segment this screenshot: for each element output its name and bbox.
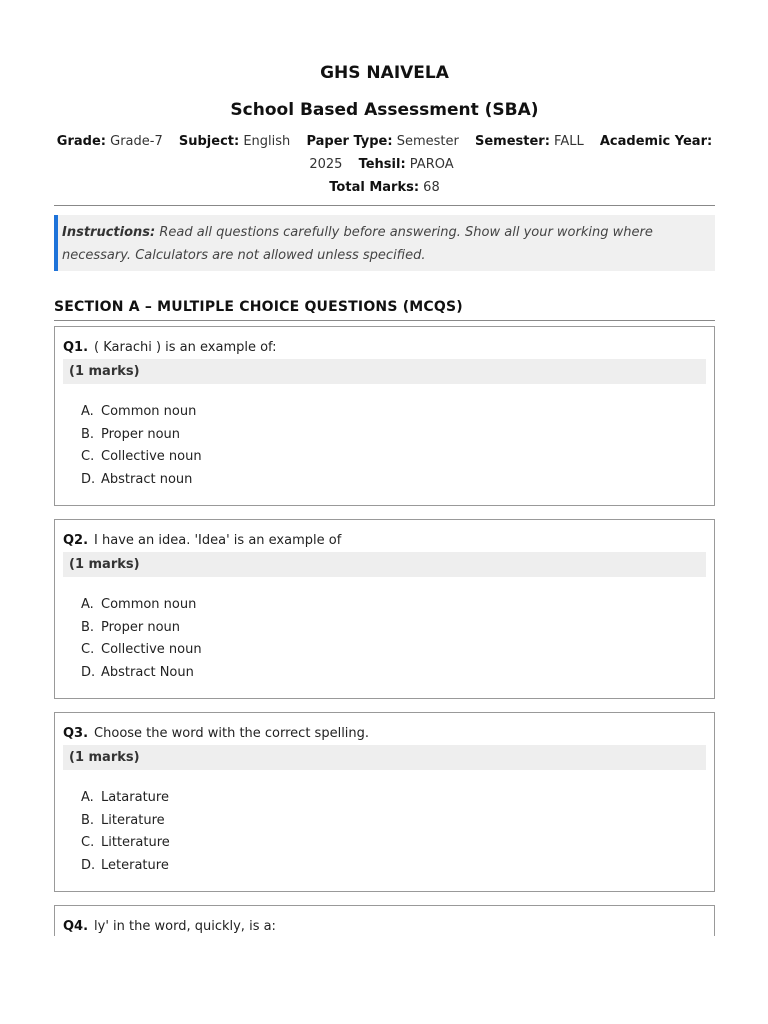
option-text: Common noun [101, 597, 197, 612]
option-item [81, 787, 706, 810]
assessment-page [54, 0, 715, 936]
option-item [81, 639, 706, 662]
question-number: Q4. [63, 919, 89, 934]
subject-value: English [243, 134, 291, 149]
option-letter: D. [81, 858, 96, 874]
semester-label: Semester: [474, 134, 550, 149]
meta-subject [179, 134, 290, 149]
option-letter: A. [81, 597, 94, 612]
option-item [81, 594, 706, 617]
total-marks-value: 68 [423, 180, 440, 195]
option-letter: D. [81, 665, 96, 681]
option-item [81, 855, 706, 878]
school-name: GHS NAIVELA [320, 63, 449, 83]
option-text: Abstract Noun [101, 665, 194, 681]
option-letter: A. [81, 790, 94, 805]
question-line [63, 725, 706, 743]
option-letter: A. [81, 404, 94, 419]
option-text: Abstract noun [101, 472, 193, 488]
option-item [81, 832, 706, 855]
subject-label: Subject: [178, 134, 240, 149]
paper-type-label: Paper Type: [306, 134, 393, 149]
option-text: Proper noun [101, 619, 181, 635]
option-text: Latarature [101, 790, 169, 805]
question-text: Choose the word with the correct spelling. [94, 726, 370, 741]
option-letter: B. [81, 426, 95, 442]
option-text: Litterature [101, 835, 170, 851]
tehsil-value: PAROA [409, 157, 454, 172]
question-line [63, 532, 706, 550]
academic-year-label: Academic Year: [599, 134, 713, 149]
question-card [54, 905, 715, 936]
question-number: Q3. [63, 726, 89, 741]
option-list [63, 401, 706, 492]
total-marks-label: Total Marks: [329, 180, 420, 195]
option-item [81, 446, 706, 469]
question-text: I have an idea. 'Idea' is an example of [94, 533, 342, 548]
instructions-label: Instructions: [62, 225, 156, 240]
question-number: Q2. [63, 533, 89, 548]
question-card [54, 519, 715, 699]
question-card [54, 712, 715, 892]
option-item [81, 810, 706, 833]
tehsil-label: Tehsil: [358, 157, 406, 172]
instructions-text: Read all questions carefully before answering. Show all your working where necessary. Calculators are not allowed unless specified. [62, 225, 653, 263]
option-letter: B. [81, 619, 95, 635]
option-letter: C. [81, 835, 95, 851]
grade-label: Grade: [56, 134, 106, 149]
option-letter: C. [81, 642, 95, 658]
exam-title: School Based Assessment (SBA) [230, 100, 539, 120]
question-text: ly' in the word, quickly, is a: [94, 919, 276, 934]
option-letter: C. [81, 449, 95, 465]
question-marks: (1 marks) [63, 359, 706, 384]
option-item [81, 469, 706, 492]
option-text: Collective noun [101, 449, 202, 465]
academic-year-value: 2025 [309, 157, 343, 172]
option-text: Common noun [101, 404, 197, 419]
option-text: Proper noun [101, 426, 181, 442]
meta-line [54, 130, 715, 176]
question-marks: (1 marks) [63, 552, 706, 577]
meta-semester [475, 134, 584, 149]
question-line [63, 918, 706, 936]
option-list [63, 787, 706, 878]
option-item [81, 662, 706, 685]
question-number: Q1. [63, 340, 89, 355]
instructions-box [54, 215, 715, 271]
option-text: Leterature [101, 858, 169, 874]
option-item [81, 424, 706, 447]
meta-total-marks [54, 176, 715, 199]
question-line [63, 339, 706, 357]
option-item [81, 401, 706, 424]
question-text: ( Karachi ) is an example of: [94, 340, 277, 355]
exam-meta [54, 130, 715, 199]
grade-value: Grade-7 [110, 134, 163, 149]
meta-tehsil [359, 157, 454, 172]
option-item [81, 617, 706, 640]
semester-value: FALL [554, 134, 584, 149]
paper-type-value: Semester [396, 134, 459, 149]
meta-paper-type [306, 134, 458, 149]
option-list [63, 594, 706, 685]
header-divider [54, 205, 715, 206]
option-text: Literature [101, 812, 165, 828]
section-a-title: SECTION A – MULTIPLE CHOICE QUESTIONS (MCQS) [54, 299, 715, 321]
option-letter: B. [81, 812, 95, 828]
meta-grade [57, 134, 163, 149]
option-text: Collective noun [101, 642, 202, 658]
question-marks: (1 marks) [63, 745, 706, 770]
option-letter: D. [81, 472, 96, 488]
question-card [54, 326, 715, 506]
